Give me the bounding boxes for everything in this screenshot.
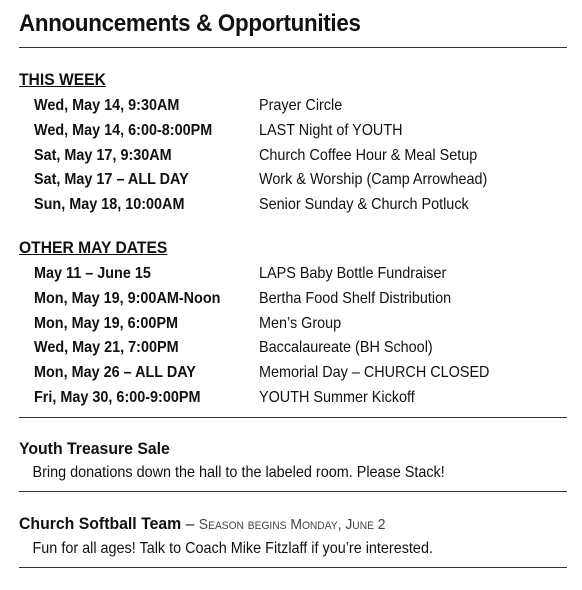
event-name: Bertha Food Shelf Distribution [259,289,452,307]
event-row [19,144,567,169]
event-name: Church Coffee Hour & Meal Setup [259,146,478,164]
event-date: Sat, May 17 – ALL DAY [34,171,189,189]
page-title: Announcements & Opportunities [19,10,361,37]
softball-title: Church Softball Team [19,513,182,533]
event-date: Wed, May 21, 7:00PM [34,339,179,357]
event-name: Baccalaureate (BH School) [259,339,433,357]
event-row [19,287,567,312]
event-row [19,336,567,361]
treasure-sale-body: Bring donations down the hall to the labeled room. Please Stack! [32,463,445,481]
softball-divider [19,567,567,568]
event-row [19,119,567,144]
event-name: LAPS Baby Bottle Fundraiser [259,264,447,282]
softball-body: Fun for all ages! Talk to Coach Mike Fitzlaff if you’re interested. [32,539,433,557]
treasure-sale-title: Youth Treasure Sale [19,438,170,458]
event-date: Wed, May 14, 9:30AM [34,97,180,114]
other-dates-heading: OTHER MAY DATES [19,237,168,257]
title-divider [19,47,567,48]
event-row [19,94,567,119]
event-date: Wed, May 14, 6:00-8:00PM [34,121,213,139]
event-name: Men’s Group [259,314,342,332]
event-date: Sun, May 18, 10:00AM [34,196,185,214]
event-name: LAST Night of YOUTH [259,121,403,139]
event-name: Senior Sunday & Church Potluck [259,196,469,214]
softball-subtitle: Season begins Monday, June 2 [198,515,386,533]
event-date: Fri, May 30, 6:00-9:00PM [34,388,201,406]
event-date: Sat, May 17, 9:30AM [34,146,172,164]
event-row [19,168,567,193]
event-row [19,193,567,218]
event-row [19,361,567,386]
event-row [19,386,567,411]
event-name: Prayer Circle [259,97,343,114]
softball-heading [19,512,529,537]
softball-dash: – [181,513,199,533]
event-name: Work & Worship (Camp Arrowhead) [259,171,488,189]
event-name: YOUTH Summer Kickoff [259,388,415,406]
event-row [19,262,567,287]
event-date: Mon, May 26 – ALL DAY [34,364,196,382]
event-row [19,312,567,337]
this-week-heading: THIS WEEK [19,70,106,89]
this-week-list [19,94,567,218]
treasure-sale-divider [19,491,567,492]
event-date: Mon, May 19, 9:00AM-Noon [34,289,221,307]
announcements-page [19,0,567,568]
events-divider [19,417,567,418]
event-date: Mon, May 19, 6:00PM [34,314,179,332]
event-name: Memorial Day – CHURCH CLOSED [259,364,490,382]
event-date: May 11 – June 15 [34,264,151,282]
other-dates-list [19,262,567,411]
